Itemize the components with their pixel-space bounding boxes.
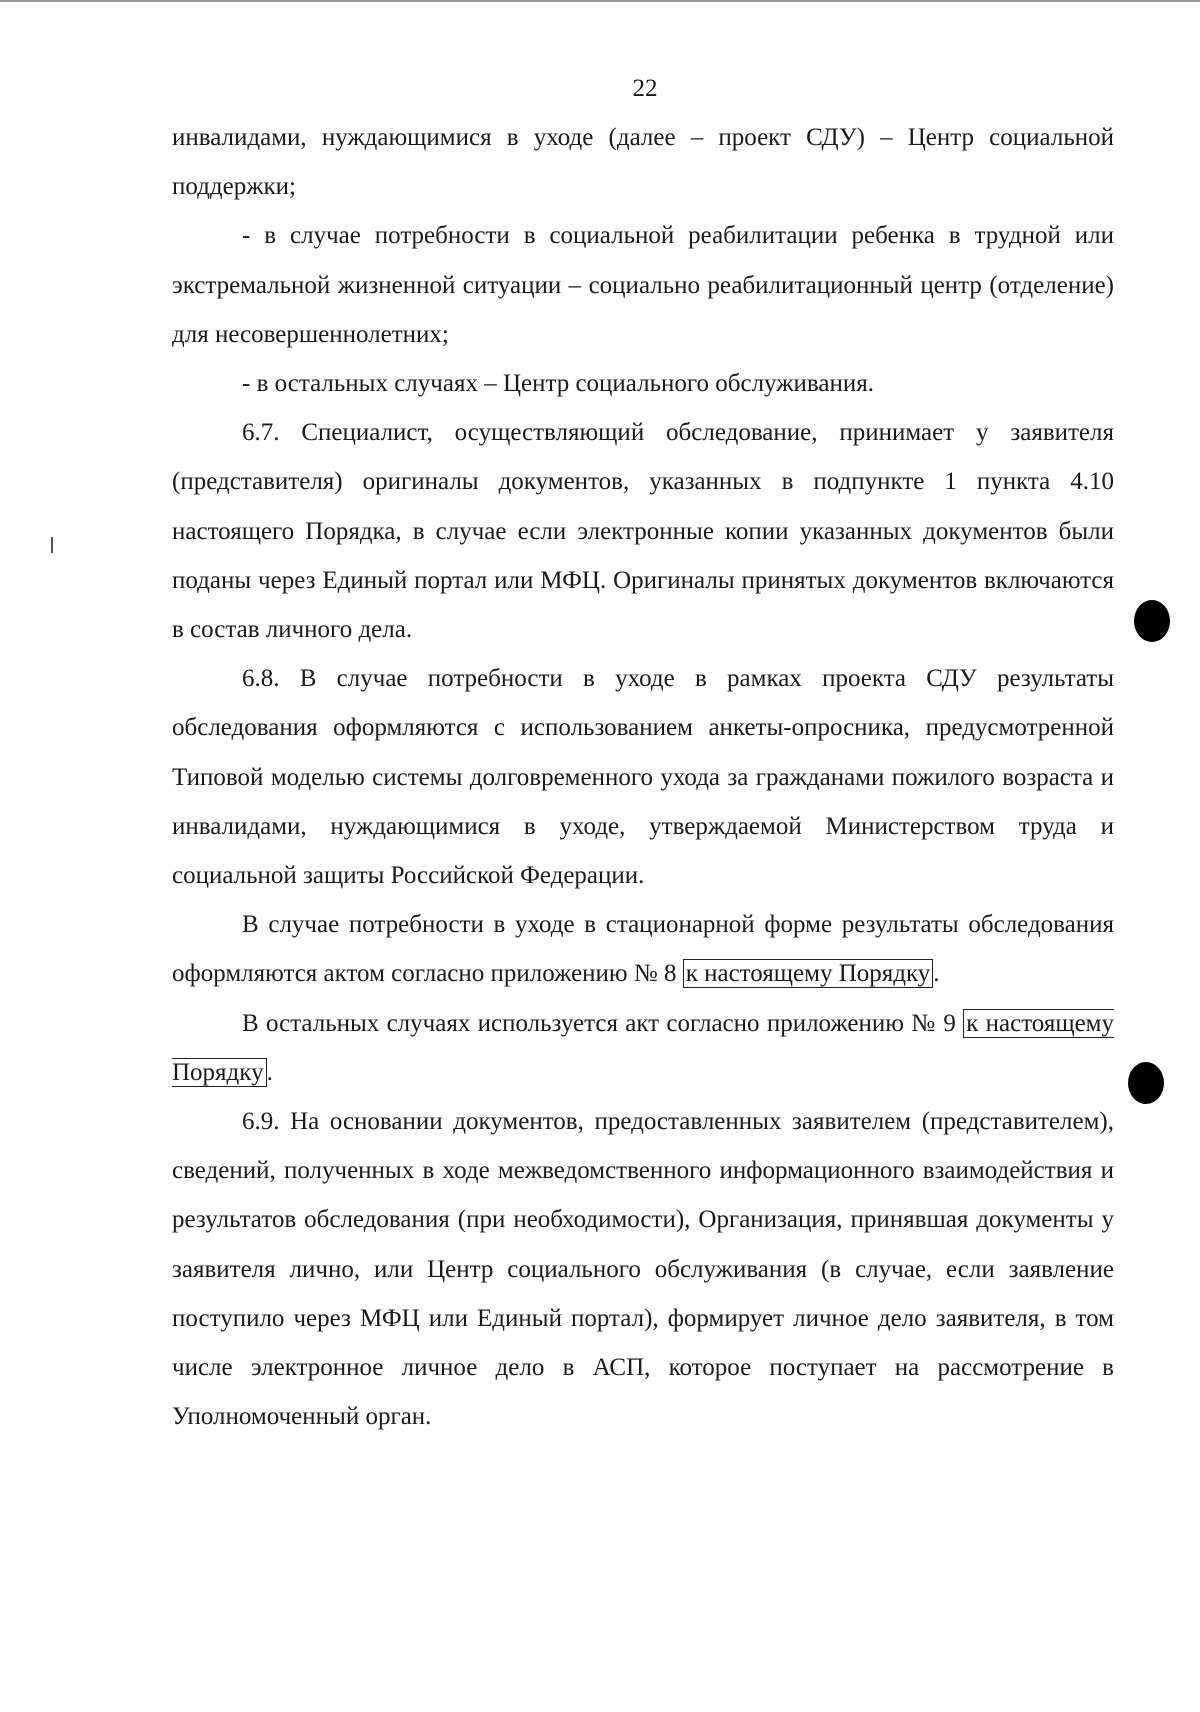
page-number: 22 bbox=[632, 75, 658, 102]
paragraph-3: - в остальных случаях – Центр социального обслуживания. bbox=[242, 370, 874, 398]
paragraph-6-8: 6.8. В случае потребности в уходе в рамках проекта СДУ результаты обследования оформляются с использованием анкеты-опросника, предусмотренной Типовой моделью системы долговременного ухода за гражданами пожилого возраста и инвалидами, нуждающимися в уходе, утверждаемой Министерством труда и социальной защиты Российской Федерации. bbox=[172, 665, 1114, 890]
paragraph-other-cases: В остальных случаях используется акт согласно приложению № 9 к настоящему Порядку . bbox=[172, 1009, 1114, 1086]
scan-mark bbox=[51, 537, 53, 553]
boxed-reference-appendix-9: к настоящему Порядку bbox=[172, 1009, 1114, 1086]
paragraph-2: - в случае потребности в социальной реабилитации ребенка в трудной или экстремальной жизненной ситуации – социально реабилитационный центр (отделение) для несовершеннолетних; bbox=[172, 222, 1114, 348]
paragraph-6-9: 6.9. На основании документов, предоставленных заявителем (представителем), сведений, полученных в ходе межведомственного информационного взаимодействия и результатов обследования (при необходимости), Организация, принявшая документы у заявителя лично, или Центр социального обслуживания (в случае, если заявление поступило через МФЦ или Единый портал), формирует личное дело заявителя, в том числе электронное личное дело в АСП, которое поступает на рассмотрение в Уполномоченный орган. bbox=[172, 1108, 1114, 1431]
punch-hole bbox=[1128, 1062, 1164, 1104]
punch-hole bbox=[1134, 600, 1170, 642]
paragraph-1: инвалидами, нуждающимися в уходе (далее – проект СДУ) – Центр социальной поддержки; bbox=[172, 124, 1114, 201]
paragraph-6-7: 6.7. Специалист, осуществляющий обследование, принимает у заявителя (представителя) оригиналы документов, указанных в подпункте 1 пункта 4.10 настоящего Порядка, в случае если электронные копии указанных документов были поданы через Единый портал или МФЦ. Оригиналы принятых документов включаются в состав личного дела. bbox=[172, 419, 1114, 644]
paragraph-stationary: В случае потребности в уходе в стационарной форме результаты обследования оформляются актом согласно приложению № 8 к настоящему Порядку . bbox=[172, 911, 1114, 988]
document-body bbox=[172, 113, 1114, 1441]
scan-top-edge bbox=[0, 0, 1200, 2]
boxed-reference-appendix-8: к настоящему Порядку bbox=[683, 959, 934, 988]
